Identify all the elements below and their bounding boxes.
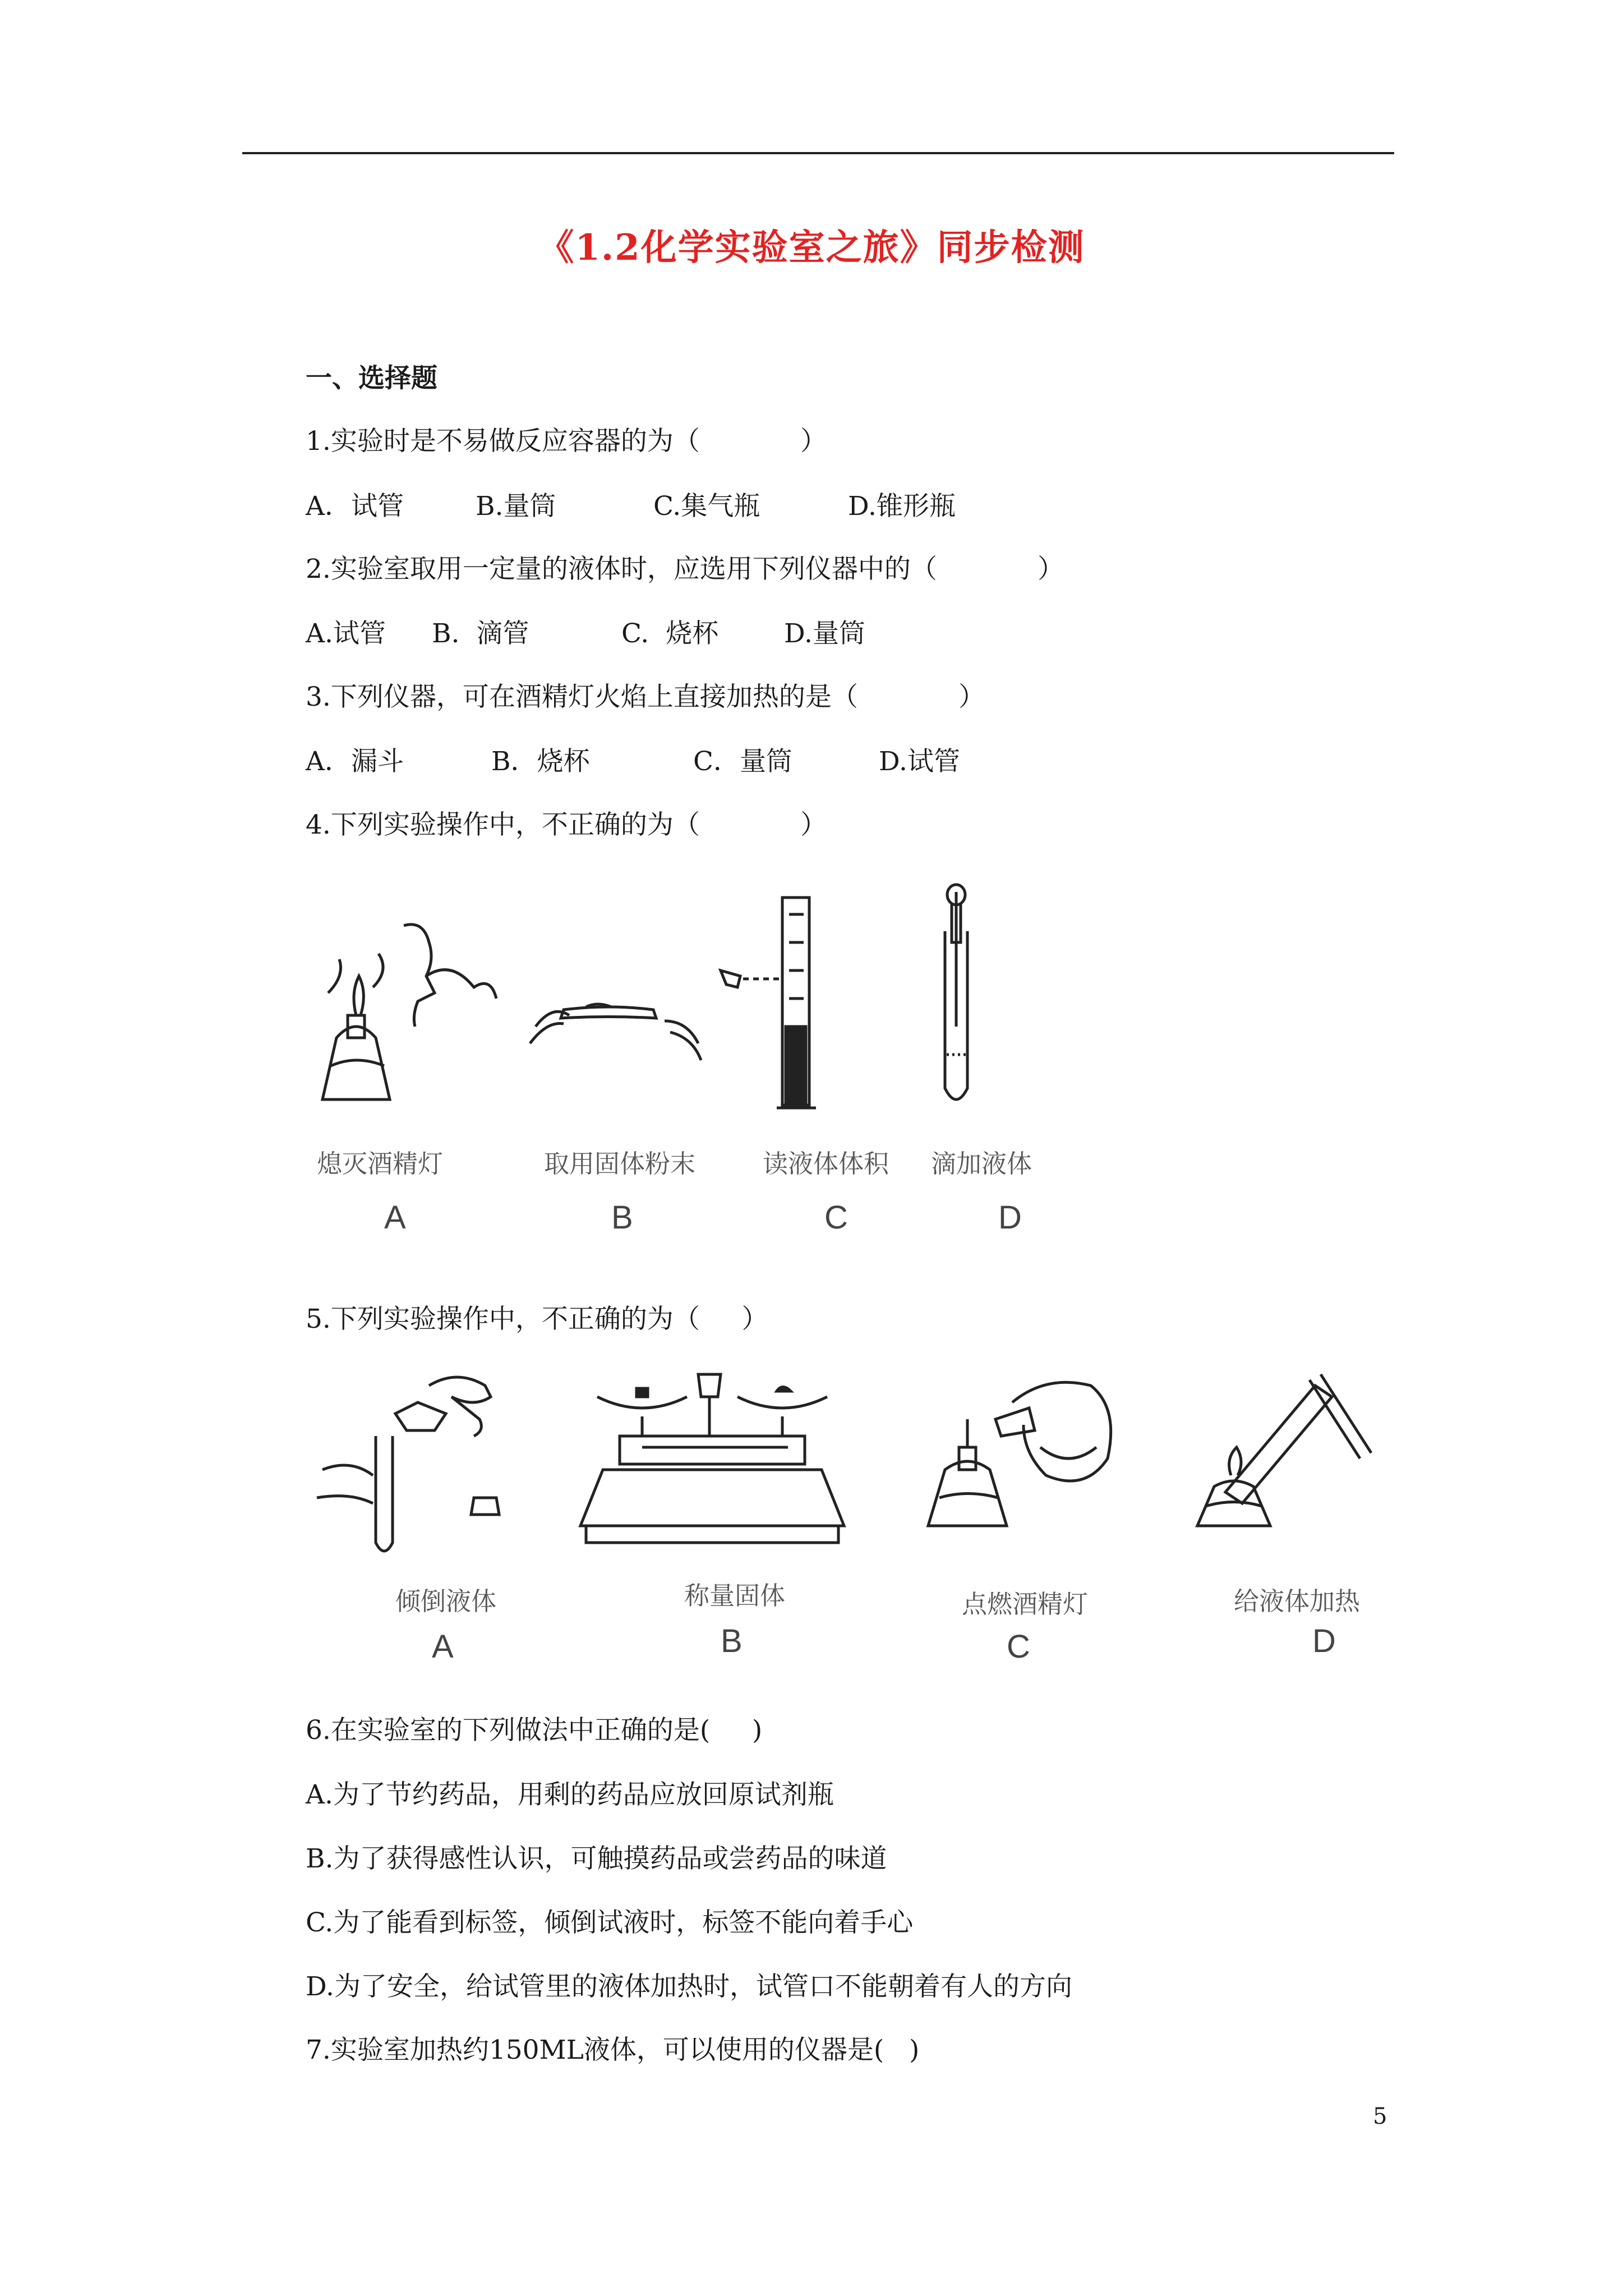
section-heading: 一、选择题 bbox=[306, 363, 437, 394]
q5-figure-b-image bbox=[580, 1374, 844, 1543]
q2-option-d: D.量筒 bbox=[784, 618, 865, 649]
q5-letter-d: D bbox=[1312, 1623, 1336, 1659]
q2-option-b: B. 滴管 bbox=[432, 618, 529, 649]
q5-figure-d-image bbox=[1197, 1374, 1371, 1526]
q4-letter-d: D bbox=[998, 1199, 1022, 1236]
q5-caption-b: 称量固体 bbox=[684, 1581, 786, 1611]
q3-option-d: D.试管 bbox=[879, 746, 960, 777]
q4-letter-a: A bbox=[384, 1199, 406, 1236]
q2-option-c: C. 烧杯 bbox=[621, 618, 719, 649]
q5-caption-d: 给液体加热 bbox=[1234, 1586, 1361, 1616]
q6-option-d: D.为了安全，给试管里的液体加热时，试管口不能朝着有人的方向 bbox=[306, 1971, 1072, 2002]
q2-option-a: A.试管 bbox=[306, 618, 386, 649]
q4-figure-a-image bbox=[322, 924, 496, 1099]
q4-figure-c-image bbox=[721, 898, 816, 1108]
q5-caption-a: 倾倒液体 bbox=[395, 1586, 497, 1616]
q4-caption-a: 熄灭酒精灯 bbox=[317, 1149, 444, 1179]
question-6-stem: 6.在实验室的下列做法中正确的是( ) bbox=[306, 1715, 763, 1746]
q5-letter-a: A bbox=[432, 1628, 454, 1665]
question-2-stem: 2.实验室取用一定量的液体时，应选用下列仪器中的（ ） bbox=[306, 554, 1064, 585]
question-7-stem: 7.实验室加热约150ML液体，可以使用的仪器是( ) bbox=[306, 2035, 920, 2065]
q1-option-c: C.集气瓶 bbox=[653, 491, 760, 522]
question-3-stem: 3.下列仪器，可在酒精灯火焰上直接加热的是（ ） bbox=[306, 682, 985, 712]
question-1-stem: 1.实验时是不易做反应容器的为（ ） bbox=[306, 426, 827, 457]
q5-letter-c: C bbox=[1007, 1628, 1030, 1665]
q5-letter-b: B bbox=[721, 1623, 743, 1659]
q3-option-a: A．漏斗 bbox=[306, 746, 404, 777]
header-rule bbox=[242, 152, 1394, 154]
q4-caption-c: 读液体体积 bbox=[763, 1149, 889, 1179]
q1-option-d: D.锥形瓶 bbox=[848, 491, 956, 522]
q1-option-a: A．试管 bbox=[306, 491, 404, 522]
q5-figure bbox=[306, 1363, 1444, 1688]
q3-option-c: C．量筒 bbox=[693, 746, 792, 777]
q4-figure-b-image bbox=[530, 1004, 701, 1060]
page-title: 《1.2化学实验室之旅》同步检测 bbox=[538, 227, 1085, 269]
question-5-stem: 5.下列实验操作中，不正确的为（ ） bbox=[306, 1304, 768, 1335]
question-4-stem: 4.下列实验操作中，不正确的为（ ） bbox=[306, 809, 827, 840]
q4-figure-d-image bbox=[945, 885, 967, 1099]
q4-figure bbox=[306, 881, 1124, 1268]
q6-option-a: A.为了节约药品，用剩的药品应放回原试剂瓶 bbox=[306, 1779, 834, 1810]
page-number: 5 bbox=[1373, 2104, 1387, 2129]
q6-option-c: C.为了能看到标签，倾倒试液时，标签不能向着手心 bbox=[306, 1907, 914, 1938]
q5-figure-c-image bbox=[928, 1382, 1111, 1526]
q4-letter-b: B bbox=[611, 1199, 633, 1236]
q4-letter-c: C bbox=[824, 1199, 848, 1236]
q5-caption-c: 点燃酒精灯 bbox=[962, 1589, 1089, 1619]
q3-option-b: B．烧杯 bbox=[491, 746, 590, 777]
q6-option-b: B.为了获得感性认识，可触摸药品或尝药品的味道 bbox=[306, 1843, 887, 1874]
q5-figure-a-image bbox=[317, 1377, 499, 1551]
q4-caption-d: 滴加液体 bbox=[931, 1149, 1032, 1179]
q1-option-b: B.量筒 bbox=[476, 491, 556, 522]
q4-caption-b: 取用固体粉末 bbox=[544, 1149, 696, 1179]
